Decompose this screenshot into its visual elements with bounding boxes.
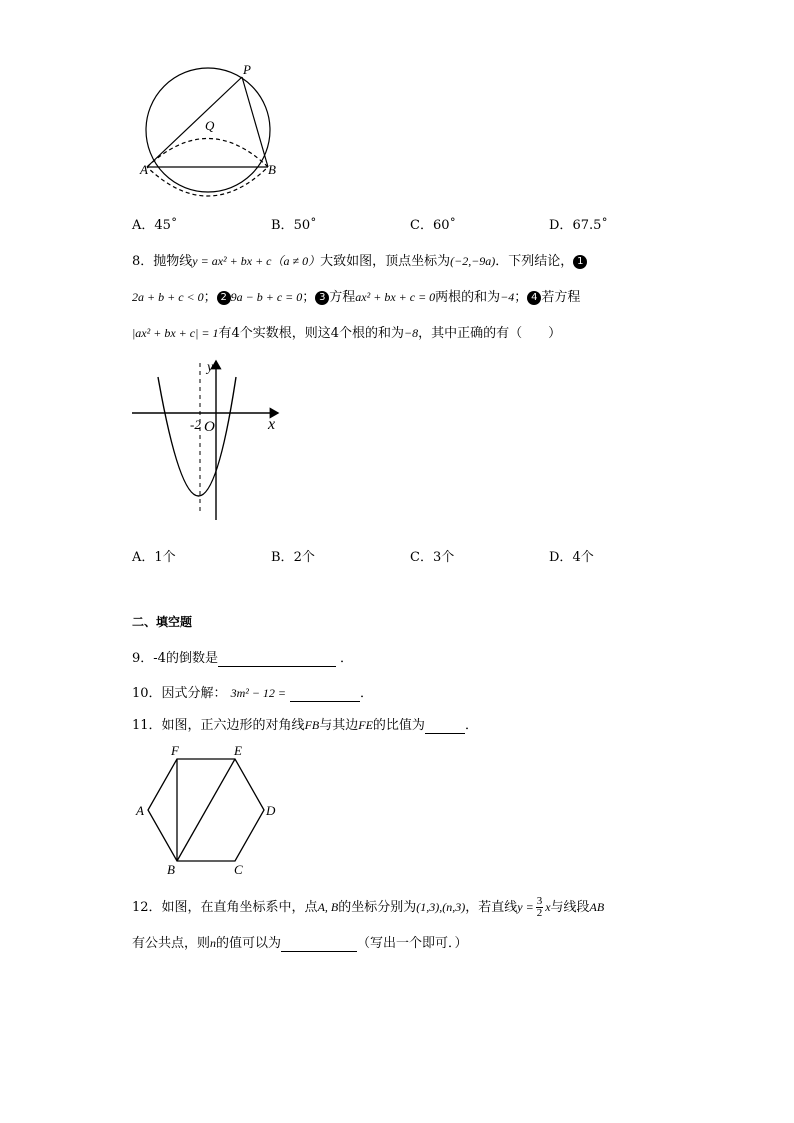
q7-segment-ap bbox=[147, 77, 242, 167]
label-x: x bbox=[268, 416, 276, 433]
q8-option-a bbox=[132, 546, 176, 565]
q11-end: ． bbox=[464, 718, 478, 733]
q12-coords: (1,3),(n,3) bbox=[416, 900, 466, 914]
q8-text: 大致如图，顶点坐标为 bbox=[320, 254, 451, 269]
q11-segment-fb: FB bbox=[304, 718, 320, 732]
label-e: E bbox=[234, 743, 242, 758]
q11-segment-fe: FE bbox=[358, 718, 373, 732]
q12-text: 与线段 bbox=[550, 900, 590, 915]
q12-segment: AB bbox=[589, 900, 605, 914]
q8-text: 两根的和为 bbox=[435, 290, 501, 305]
question-number: 11． bbox=[132, 718, 162, 733]
q12-line-eq: y = bbox=[517, 900, 534, 914]
q11-text: 如图，正六边形的对角线 bbox=[161, 718, 305, 733]
option-value: 3个 bbox=[432, 550, 455, 565]
label-f: F bbox=[171, 743, 179, 758]
circled-number-1: 1 bbox=[573, 255, 587, 269]
option-value: 1个 bbox=[154, 550, 176, 565]
q8-conclusion-4-eq: |ax² + bx + c| = 1 bbox=[132, 326, 219, 340]
q12-variable-n: n bbox=[210, 936, 217, 950]
fraction-denominator: 2 bbox=[536, 907, 543, 919]
q7-label-b: B bbox=[268, 162, 276, 177]
circled-number-4: 4 bbox=[527, 291, 541, 305]
q9-line bbox=[132, 647, 353, 667]
q7-circle-figure bbox=[130, 60, 300, 205]
option-value: 45˚ bbox=[154, 218, 178, 233]
q7-label-p: P bbox=[243, 62, 251, 77]
separator: ； bbox=[203, 290, 217, 305]
q10-line bbox=[132, 682, 373, 702]
separator: ； bbox=[514, 290, 528, 305]
q8-value: −4 bbox=[500, 290, 515, 304]
question-number: 10． bbox=[132, 686, 162, 701]
q8-conclusion-3-eq: ax² + bx + c = 0 bbox=[355, 290, 436, 304]
q8-parabola-figure bbox=[128, 355, 288, 525]
q12-text: 如图，在直角坐标系中，点 bbox=[161, 900, 318, 915]
q8-equation: y = ax² + bx + c bbox=[192, 254, 272, 268]
q7-option-d bbox=[549, 214, 608, 233]
fraction-numerator: 3 bbox=[536, 895, 543, 907]
separator: ； bbox=[302, 290, 316, 305]
option-letter: C． bbox=[410, 550, 433, 565]
option-letter: B． bbox=[271, 218, 294, 233]
option-letter: C． bbox=[410, 218, 433, 233]
option-letter: A． bbox=[132, 218, 155, 233]
option-value: 2个 bbox=[293, 550, 315, 565]
q12-line-1 bbox=[132, 896, 604, 919]
q7-option-c bbox=[410, 214, 456, 233]
q12-line-2 bbox=[132, 932, 468, 952]
option-value: 67.5˚ bbox=[572, 218, 608, 233]
q8-text: ，其中正确的有（ ） bbox=[418, 326, 562, 341]
q7-option-b bbox=[271, 214, 317, 233]
question-number: 8． bbox=[132, 254, 154, 269]
label-y: y bbox=[207, 360, 214, 375]
q7-label-q: Q bbox=[205, 118, 215, 133]
q8-condition: （a ≠ 0） bbox=[271, 254, 321, 268]
label-a: A bbox=[136, 803, 144, 818]
q8-line-2 bbox=[132, 286, 580, 305]
question-number: 9． bbox=[132, 651, 154, 666]
q12-text: 的坐标分别为 bbox=[338, 900, 417, 915]
option-value: 60˚ bbox=[432, 218, 456, 233]
option-letter: A． bbox=[132, 550, 155, 565]
q12-text: 有公共点，则 bbox=[132, 936, 211, 951]
option-letter: D． bbox=[549, 218, 573, 233]
q8-conclusion-1: 2a + b + c < 0 bbox=[132, 290, 204, 304]
q8-conclusion-2: 9a − b + c = 0 bbox=[230, 290, 303, 304]
q8-option-d bbox=[549, 546, 594, 565]
q8-text: 方程 bbox=[329, 290, 356, 305]
q9-end: ． bbox=[339, 651, 353, 666]
diagonal-eb bbox=[177, 759, 235, 861]
answer-blank[interactable] bbox=[281, 936, 357, 952]
q8-text: 有4个实数根，则这4个根的和为 bbox=[218, 326, 405, 341]
option-value: 50˚ bbox=[293, 218, 317, 233]
q8-option-b bbox=[271, 546, 315, 565]
label-d: D bbox=[266, 803, 276, 818]
option-value: 4个 bbox=[572, 550, 594, 565]
q11-line bbox=[132, 714, 478, 734]
q7-option-a bbox=[132, 214, 177, 233]
label-b: B bbox=[167, 862, 175, 877]
q12-line-eq: x bbox=[545, 900, 551, 914]
label-neg2: -2 bbox=[190, 417, 201, 432]
q11-text: 与其边 bbox=[319, 718, 359, 733]
answer-blank[interactable] bbox=[218, 651, 336, 667]
q12-points: A, B bbox=[317, 900, 339, 914]
q8-option-c bbox=[410, 546, 454, 565]
q8-text: ．下列结论， bbox=[495, 254, 574, 269]
circled-number-2: 2 bbox=[217, 291, 231, 305]
q8-line-1 bbox=[132, 250, 587, 269]
question-number: 12． bbox=[132, 900, 162, 915]
q11-hexagon-figure bbox=[134, 740, 284, 878]
label-origin: O bbox=[204, 419, 215, 435]
q8-vertex: (−2,−9a) bbox=[450, 254, 496, 268]
answer-blank[interactable] bbox=[425, 718, 465, 734]
q12-fraction bbox=[536, 896, 544, 919]
option-letter: D． bbox=[549, 550, 573, 565]
q8-text: 抛物线 bbox=[153, 254, 193, 269]
q9-text: -4的倒数是 bbox=[153, 651, 218, 666]
q10-expression: 3m² − 12 = bbox=[230, 686, 287, 700]
q11-text: 的比值为 bbox=[372, 718, 425, 733]
q8-value: −8 bbox=[404, 326, 419, 340]
option-letter: B． bbox=[271, 550, 294, 565]
q12-text: ，若直线 bbox=[465, 900, 518, 915]
q8-text: 若方程 bbox=[541, 290, 581, 305]
q8-line-3 bbox=[132, 322, 561, 341]
q10-end: ． bbox=[360, 686, 374, 701]
q7-label-a: A bbox=[140, 162, 148, 177]
q12-text: 的值可以为 bbox=[216, 936, 282, 951]
circled-number-3: 3 bbox=[315, 291, 329, 305]
q12-text: （写出一个即可．） bbox=[357, 936, 468, 951]
q10-text: 因式分解： bbox=[161, 686, 227, 701]
section-title: 二、填空题 bbox=[132, 615, 193, 629]
q7-segment-pb bbox=[242, 77, 268, 167]
label-c: C bbox=[234, 862, 243, 877]
answer-blank[interactable] bbox=[290, 686, 360, 702]
parabola-curve bbox=[158, 377, 236, 496]
